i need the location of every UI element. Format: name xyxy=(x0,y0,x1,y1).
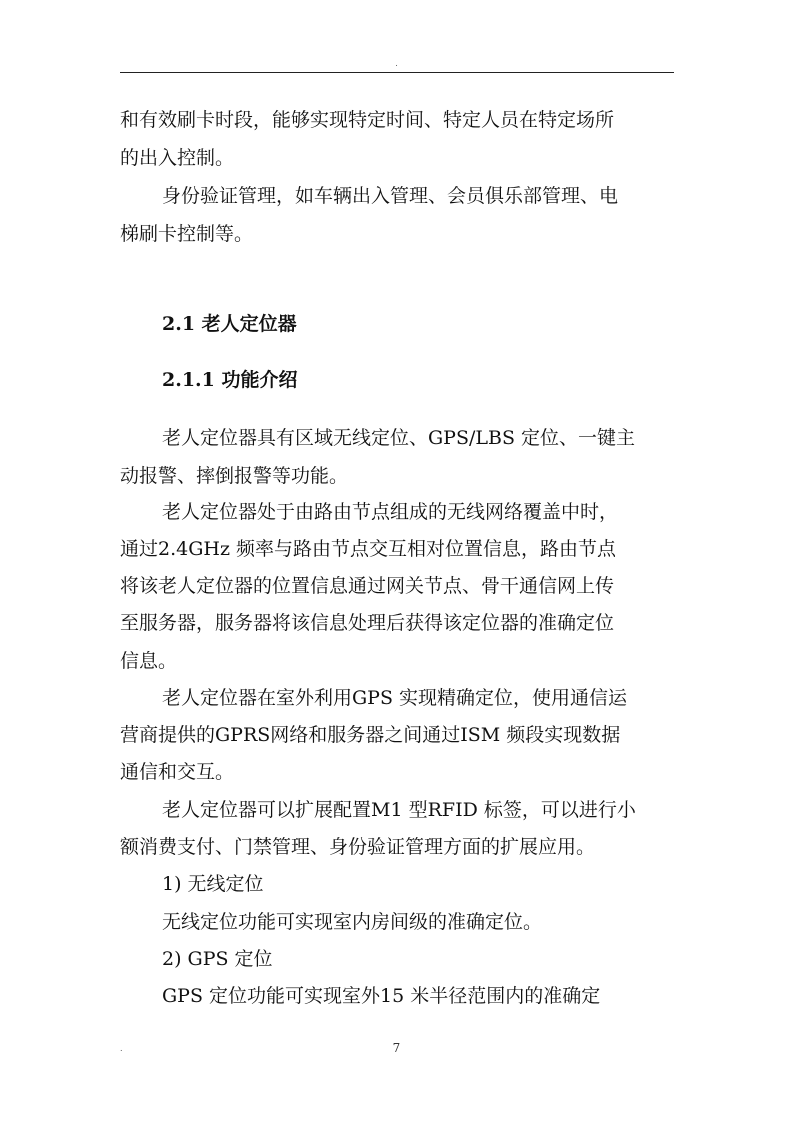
list-item-label: 1) 无线定位 xyxy=(162,873,264,895)
paragraph-line: 梯刷卡控制等。 xyxy=(120,223,254,245)
subsection-heading: 2.1.1 功能介绍 xyxy=(162,369,298,391)
paragraph-line: 老人定位器具有区域无线定位、GPS/LBS 定位、一键主 xyxy=(162,427,636,449)
paragraph-line: 和有效刷卡时段，能够实现特定时间、特定人员在特定场所 xyxy=(120,109,615,131)
paragraph-line: GPS 定位功能可实现室外15 米半径范围内的准确定 xyxy=(162,985,601,1007)
paragraph-line: 无线定位功能可实现室内房间级的准确定位。 xyxy=(162,911,543,933)
paragraph-line: 通信和交互。 xyxy=(120,761,235,783)
paragraph-line: 通过2.4GHz 频率与路由节点交互相对位置信息，路由节点 xyxy=(120,538,617,560)
header-rule xyxy=(120,72,674,73)
page-number: 7 xyxy=(392,1041,401,1055)
section-heading: 2.1 老人定位器 xyxy=(162,313,297,335)
header-mark: . xyxy=(395,59,398,68)
paragraph-line: 身份验证管理，如车辆出入管理、会员俱乐部管理、电 xyxy=(162,185,619,207)
paragraph-line: 额消费支付、门禁管理、身份验证管理方面的扩展应用。 xyxy=(120,836,596,858)
paragraph-line: 老人定位器在室外利用GPS 实现精确定位，使用通信运 xyxy=(162,687,628,709)
paragraph-line: 动报警、摔倒报警等功能。 xyxy=(120,465,349,487)
list-item-label: 2) GPS 定位 xyxy=(162,948,273,970)
paragraph-line: 至服务器，服务器将该信息处理后获得该定位器的准确定位 xyxy=(120,612,615,634)
paragraph-line: 的出入控制。 xyxy=(120,147,235,169)
paragraph-line: 信息。 xyxy=(120,650,178,672)
paragraph-line: 老人定位器可以扩展配置M1 型RFID 标签，可以进行小 xyxy=(162,799,636,821)
paragraph-line: 营商提供的GPRS网络和服务器之间通过ISM 频段实现数据 xyxy=(120,724,621,746)
footer-mark: . xyxy=(120,1044,123,1053)
paragraph-line: 将该老人定位器的位置信息通过网关节点、骨干通信网上传 xyxy=(120,575,615,597)
paragraph-line: 老人定位器处于由路由节点组成的无线网络覆盖中时， xyxy=(162,501,619,523)
